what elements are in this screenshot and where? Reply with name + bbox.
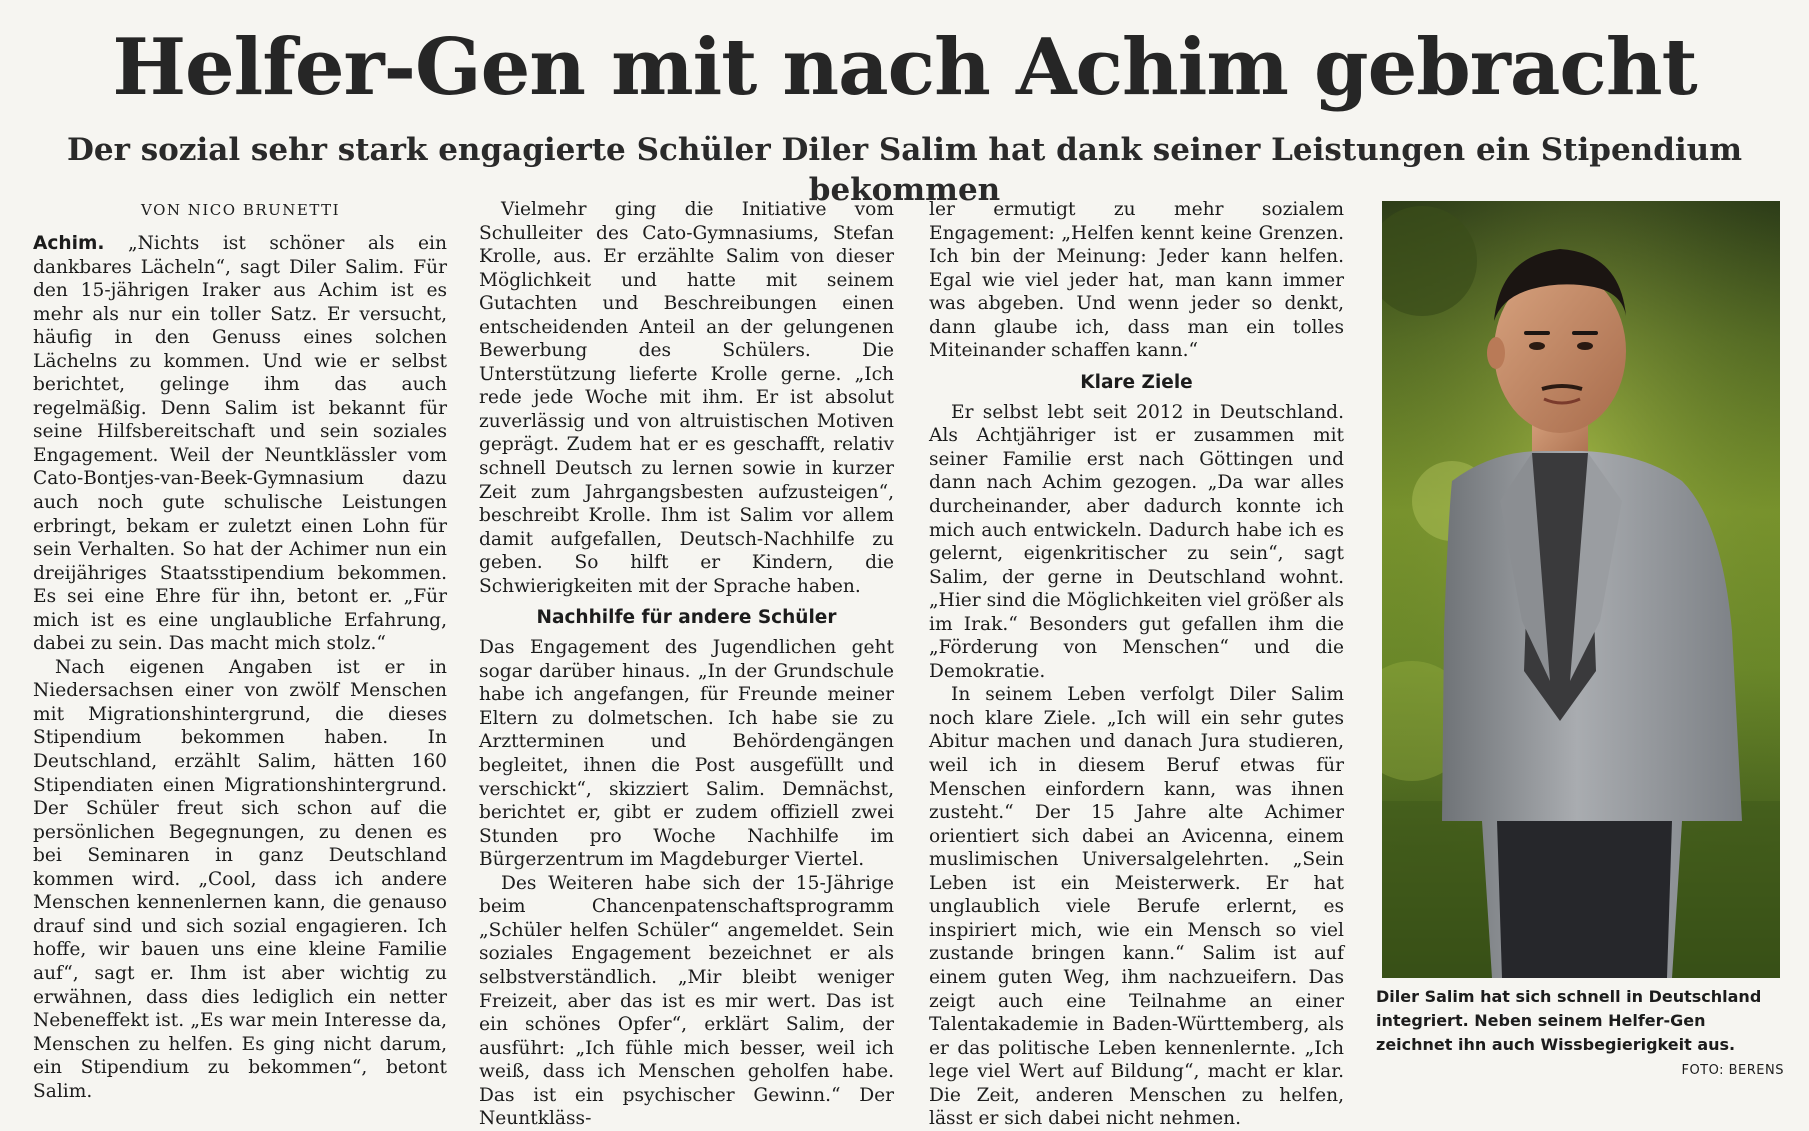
paragraph: Das Engagement des Jugendlichen geht sogar darüber hinaus. „In der Grundschule habe ich angefangen, für Freunde meiner Eltern zu dolmetschen. Ich habe sie zu Arztterminen und Behördengängen begleitet, ihnen die Post ausgefüllt und verschickt“, skizziert Salim. Demnächst, berichtet er, gibt er zudem offiziell zwei Stunden pro Woche Nachhilfe im Bürgerzentrum im Magdeburger Viertel. [479, 637, 894, 871]
dateline: Achim. [33, 233, 105, 254]
paragraph: ler ermutigt zu mehr sozialem Engagement: „Helfen kennt keine Grenzen. Ich bin der Meinung: Jeder kann helfen. Egal wie viel jeder hat, man kann immer was abgeben. Und wenn jeder so denkt, dann glaube ich, dass man ein tolles Miteinander schaffen kann.“ [929, 199, 1344, 362]
paragraph: In seinem Leben verfolgt Diler Salim noch klare Ziele. „Ich will ein sehr gutes Abitur machen und danach Jura studieren, weil ich in diesem Beruf etwas für Menschen einfordern kann, was ihnen zusteht.“ Der 15 Jahre alte Achimer orientiert sich dabei an Avicenna, einem muslimischen Universalgelehrten. „Sein Leben ist ein Meisterwerk. Er hat unglaublich viele Berufe erlernt, es inspiriert mich, wie ein Mensch so viel zustande bringen kann.“ Salim ist auf einem guten Weg, ihm nachzueifern. Das zeigt auch eine Teilnahme an einer Talentakademie in Baden-Württemberg, als er das politische Leben kennenlernte. „Ich lege viel Wert auf Bildung“, macht er klar. Die Zeit, anderen Menschen zu helfen, lässt er sich dabei nicht nehmen. [929, 684, 1344, 1130]
paragraph-text: „Nichts ist schöner als ein dankbares Lächeln“, sagt Diler Salim. Für den 15-jährigen Iraker aus Achim ist es mehr als nur ein toller Satz. Er versucht, häufig in den Genuss eines solchen Lächelns zu kommen. Und wie er selbst berichtet, gelinge ihm das auch regelmäßig. Denn Salim ist bekannt für seine Hilfsbereitschaft und sein soziales Engagement. Weil der Neuntklässler vom Cato-Bontjes-van-Beek-Gymnasium dazu auch noch gute schulische Leistungen erbringt, bekam er zuletzt einen Lohn für sein Verhalten. So hat der Achimer nun ein dreijähriges Staatsstipendium bekommen. Es sei eine Ehre für ihn, betont er. „Für mich ist es eine unglaubliche Erfahrung, dabei zu sein. Das macht mich stolz.“ [33, 233, 447, 655]
section-heading: Klare Ziele [1080, 371, 1193, 393]
photo-credit: FOTO: BERENS [1681, 1063, 1784, 1078]
paragraph: Nach eigenen Angaben ist er in Niedersachsen einer von zwölf Menschen mit Migrationshintergrund, die dieses Stipendium bekommen haben. In Deutschland, erzählt Salim, hätten 160 Stipendiaten einen Migrationshintergrund. Der Schüler freut sich schon auf die persönlichen Begegnungen, zu denen es bei Seminaren in ganz Deutschland kommen wird. „Cool, dass ich andere Menschen kennenlernen kann, die genauso drauf sind und sich sozial engagieren. Ich hoffe, wir bauen uns eine kleine Familie auf“, sagt er. Ihm ist aber wichtig zu erwähnen, dass dies lediglich ein netter Nebeneffekt ist. „Es war mein Interesse da, Menschen zu helfen. Es ging nicht darum, ein Stipendium zu bekommen“, betont Salim. [33, 656, 447, 1102]
paragraph [33, 232, 447, 656]
paragraph: Er selbst lebt seit 2012 in Deutschland. Als Achtjähriger ist er zusammen mit seiner Familie erst nach Göttingen und dann nach Achim gezogen. „Da war alles durcheinander, aber dadurch konnte ich mich auch entwickeln. Dadurch habe ich es gelernt, eigenkritischer zu sein“, sagt Salim, der gerne in Deutschland wohnt. „Hier sind die Möglichkeiten viel größer als im Irak.“ Besonders gut gefallen ihm die „Förderung von Menschen“ und die Demokratie. [929, 401, 1344, 682]
paragraph: Vielmehr ging die Initiative vom Schulleiter des Cato-Gymnasiums, Stefan Krolle, aus. Er erzählte Salim von dieser Möglichkeit und hatte mit seinem Gutachten und Beschreibungen einen entscheidenden Anteil an der gelungenen Bewerbung des Schülers. Die Unterstützung lieferte Krolle gerne. „Ich rede jede Woche mit ihm. Er ist absolut zuverlässig und von altruistischen Motiven geprägt. Zudem hat er es geschafft, relativ schnell Deutsch zu lernen sowie in kurzer Zeit zum Jahrgangsbesten aufzusteigen“, beschreibt Krolle. Ihm ist Salim vor allem damit aufgefallen, Deutsch-Nachhilfe zu geben. So hilft er Kindern, die Schwierigkeiten mit der Sprache haben. [479, 199, 894, 597]
headline: Helfer-Gen mit nach Achim gebracht [112, 22, 1697, 113]
paragraph: Des Weiteren habe sich der 15-Jährige beim Chancenpatenschaftsprogramm „Schüler helfen Schüler“ angemeldet. Sein soziales Engagement bezeichnet er als selbstverständlich. „Mir bleibt weniger Freizeit, aber das ist es mir wert. Das ist ein schönes Opfer“, erklärt Salim, der ausführt: „Ich fühle mich besser, weil ich weiß, dass ich Menschen geholfen habe. Das ist ein psychischer Gewinn.“ Der Neuntkläss- [479, 872, 894, 1130]
section-heading: Nachhilfe für andere Schüler [536, 607, 837, 629]
article-column-2 [479, 198, 894, 1131]
byline: VON NICO BRUNETTI [141, 201, 341, 219]
subheadline: Der sozial sehr stark engagierte Schüler Diler Salim hat dank seiner Leistungen ein Stipendium bekommen [67, 132, 1742, 208]
article-column-1 [33, 198, 447, 1103]
portrait-photo [1382, 201, 1780, 978]
caption-text: Diler Salim hat sich schnell in Deutschland integriert. Neben seinem Helfer-Gen zeichnet ihn auch Wissbegierigkeit aus. [1376, 987, 1762, 1054]
article-column-3 [929, 198, 1344, 1131]
photo-caption [1376, 985, 1784, 1083]
portrait-illustration [1382, 201, 1780, 978]
